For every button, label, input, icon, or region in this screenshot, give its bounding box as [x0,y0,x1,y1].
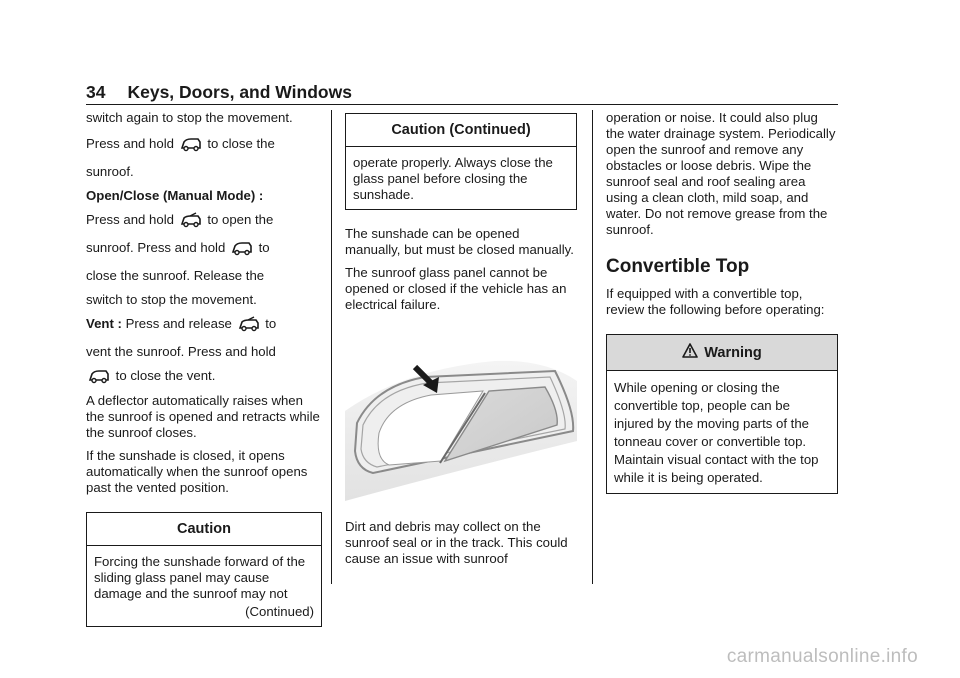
sunroof-illustration [345,351,577,501]
paragraph [86,313,322,339]
paragraph: The sunroof glass panel cannot be opened or closed if the vehicle has an electrical failure. [345,265,567,312]
paragraph: close the sunroof. Release the [86,268,265,283]
caution-body [87,546,321,626]
section-heading: Convertible Top [606,256,750,277]
warning-title: Warning [704,344,762,361]
paragraph: switch to stop the movement. [86,292,257,307]
warning-header [607,335,837,371]
paragraph: A deflector automatically raises when the sunroof is opened and retracts while the sunroof closes. [86,393,320,440]
text: to close the [207,136,275,151]
watermark: carmanualsonline.info [726,646,918,667]
column-1 [86,110,322,627]
sunroof-open-icon [180,212,202,235]
text: to [265,316,277,331]
text: Press and release [125,316,232,331]
sunroof-close-icon [88,368,110,391]
text: Press and hold [86,212,174,227]
column-2 [345,110,577,574]
sunroof-close-icon [231,240,253,263]
chapter-title: Keys, Doors, and Windows [127,82,352,102]
paragraph [86,209,322,235]
paragraph: Dirt and debris may collect on the sunroof seal or in the track. This could cause an issue with sunroof [345,519,568,566]
text: sunroof. Press and hold [86,240,226,255]
paragraph [86,185,322,207]
paragraph [86,237,322,263]
sunroof-close-icon [180,136,202,159]
warning-triangle-icon [682,343,698,362]
manual-mode-label: Open/Close (Manual Mode) : [86,188,264,203]
paragraph: vent the sunroof. Press and hold [86,344,276,359]
text: to close the vent. [115,368,216,383]
column-3 [606,110,838,494]
page-header [86,82,352,103]
text: Press and hold [86,136,174,151]
text: to open the [207,212,274,227]
sunroof-open-icon [238,316,260,339]
warning-box [606,334,838,494]
header-rule [86,104,838,105]
paragraph: The sunshade can be opened manually, but must be closed manually. [345,226,574,257]
caution-box [86,512,322,627]
column-divider [331,110,332,584]
paragraph [86,365,322,391]
warning-text: While opening or closing the convertible top, people can be injured by the moving parts of the tonneau cover or convertible top. Maintain visual contact with the top while it is being operated. [614,380,819,485]
paragraph: sunroof. [86,164,134,179]
caution-continued-body [346,147,576,209]
caution-continued-title: Caution (Continued) [346,114,576,147]
caution-continued-box [345,113,577,210]
vent-label: Vent : [86,316,122,331]
continued-label: (Continued) [245,604,314,619]
paragraph: If equipped with a convertible top, review the following before operating: [606,286,825,317]
paragraph [86,133,322,159]
page-number: 34 [86,82,106,102]
paragraph: switch again to stop the movement. [86,110,293,125]
caution-text: Forcing the sunshade forward of the sliding glass panel may cause damage and the sunroof may not [94,554,306,601]
caution-title: Caution [87,513,321,546]
text: to [258,240,270,255]
warning-body [607,371,837,493]
column-divider [592,110,593,584]
caution-text: operate properly. Always close the glass panel before closing the sunshade. [353,155,553,202]
paragraph: If the sunshade is closed, it opens automatically when the sunroof opens past the vented position. [86,448,308,495]
paragraph: operation or noise. It could also plug the water drainage system. Periodically open the sunroof and remove any obstacles or loose debris. Wipe the sunroof seal and roof sealing area using a clean cloth, mild soap, and water. Do not remove grease from the sunroof. [606,110,836,237]
